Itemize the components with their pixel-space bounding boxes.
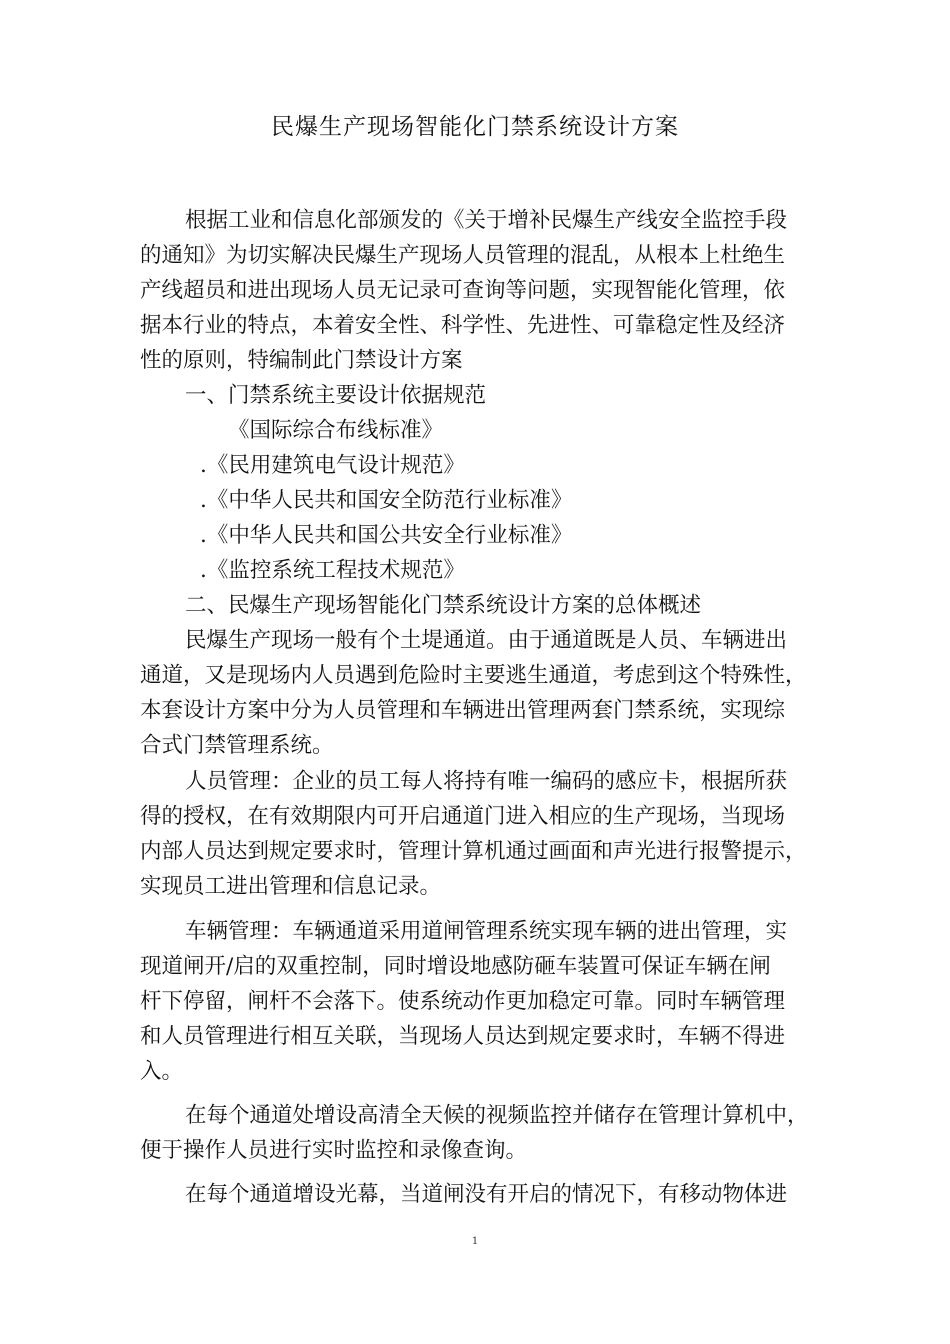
paragraph-line: 产线超员和进出现场人员无记录可查询等问题，实现智能化管理，依 [140,278,786,303]
paragraph-line: 合式门禁管理系统。 [140,733,334,758]
paragraph-line: 入。 [140,1059,184,1084]
paragraph-line: 在每个通道处增设高清全天候的视频监控并储存在管理计算机中， [185,1103,809,1128]
paragraph-line: 据本行业的特点，本着安全性、科学性、先进性、可靠稳定性及经济 [140,313,786,338]
paragraph-line: 现道闸开/启的双重控制，同时增设地感防砸车装置可保证车辆在闸 [140,954,771,979]
paragraph-line: 和人员管理进行相互关联，当现场人员达到规定要求时，车辆不得进 [140,1024,786,1049]
paragraph-line: 的通知》为切实解决民爆生产现场人员管理的混乱，从根本上杜绝生 [140,243,786,268]
page-number: 1 [471,1236,479,1247]
list-item: .《监控系统工程技术规范》 [200,558,465,583]
paragraph-line: 人员管理：企业的员工每人将持有唯一编码的感应卡，根据所获 [185,769,788,794]
paragraph-line: 性的原则，特编制此门禁设计方案 [140,348,463,373]
paragraph-line: 本套设计方案中分为人员管理和车辆进出管理两套门禁系统，实现综 [140,698,786,723]
list-item: .《中华人民共和国安全防范行业标准》 [200,488,573,513]
list-item: 《国际综合布线标准》 [228,418,444,443]
paragraph-line: 实现员工进出管理和信息记录。 [140,874,442,899]
paragraph-line: 通道，又是现场内人员遇到危险时主要逃生通道，考虑到这个特殊性， [140,663,807,688]
paragraph-line: 车辆管理：车辆通道采用道闸管理系统实现车辆的进出管理，实 [185,919,788,944]
paragraph-line: 得的授权，在有效期限内可开启通道门进入相应的生产现场，当现场 [140,804,786,829]
paragraph-line: 根据工业和信息化部颁发的《关于增补民爆生产线安全监控手段 [185,208,788,233]
section-heading: 二、民爆生产现场智能化门禁系统设计方案的总体概述 [185,593,702,618]
section-heading: 一、门禁系统主要设计依据规范 [185,383,487,408]
paragraph-line: 内部人员达到规定要求时，管理计算机通过画面和声光进行报警提示， [140,839,807,864]
paragraph-line: 民爆生产现场一般有个土堤通道。由于通道既是人员、车辆进出 [185,628,788,653]
paragraph-line: 在每个通道增设光幕，当道闸没有开启的情况下，有移动物体进 [185,1182,788,1207]
paragraph-line: 便于操作人员进行实时监控和录像查询。 [140,1138,528,1163]
paragraph-line: 杆下停留，闸杆不会落下。使系统动作更加稳定可靠。同时车辆管理 [140,989,786,1014]
list-item: .《民用建筑电气设计规范》 [200,453,465,478]
list-item: .《中华人民共和国公共安全行业标准》 [200,523,573,548]
document-title: 民爆生产现场智能化门禁系统设计方案 [271,114,679,140]
